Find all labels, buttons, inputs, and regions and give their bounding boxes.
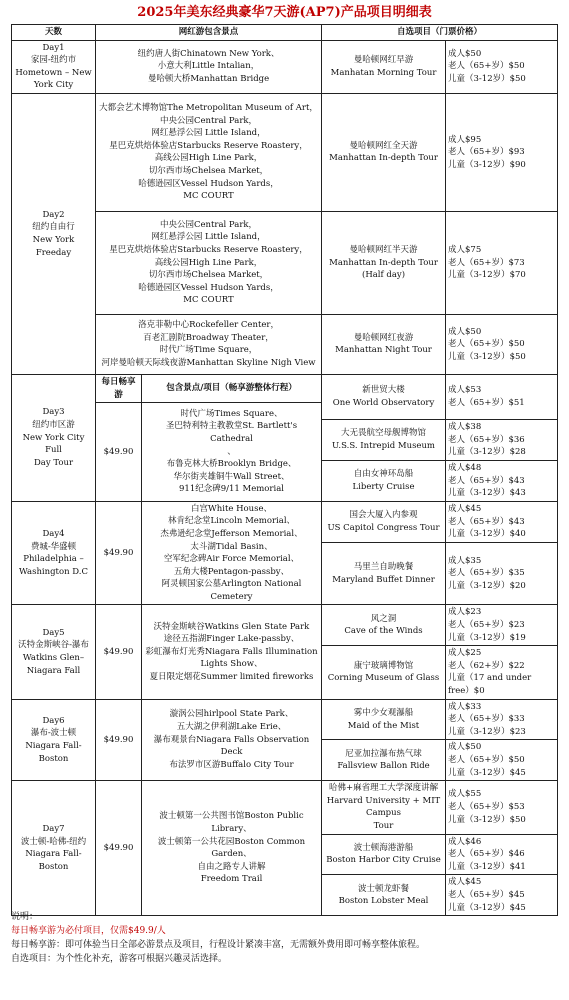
header-attractions: 网红游包含景点 <box>96 25 322 41</box>
price-cell: 成人$53 老人（65+岁）$51 <box>446 374 558 419</box>
price-cell: 成人$95 老人（65+岁）$93 儿童（3-12岁）$90 <box>446 93 558 211</box>
optional-item: 曼哈顿网红全天游 Manhattan In-depth Tour <box>322 93 446 211</box>
optional-item: 曼哈顿网红早游 Manhatan Morning Tour <box>322 40 446 93</box>
daily-fee: $49.90 <box>96 699 142 781</box>
attractions-cell: 白宫White House、 林肯纪念堂Lincoln Memorial、 杰弗逊纪念堂Jefferson Memorial、 太斗湖Tidal Basin、 空军纪念碑Air Force Memorial、 五角大楼Pentagon-passby、 阿灵顿国家公墓Arlington National Cemetery <box>142 501 322 605</box>
daily-fee: $49.90 <box>96 403 142 502</box>
table-row <box>12 699 558 740</box>
table-row <box>12 40 558 93</box>
table-row <box>12 501 558 542</box>
price-cell: 成人$23 老人（65+岁）$23 儿童（3-12岁）$19 <box>446 605 558 646</box>
day-cell: Day4 费城-华盛顿 Philadelphia – Washington D.C <box>12 501 96 605</box>
price-cell: 成人$50 老人（65+岁）$50 儿童（3-12岁）$50 <box>446 40 558 93</box>
optional-item: 大无畏航空母舰博物馆 U.S.S. Intrepid Museum <box>322 420 446 461</box>
price-cell: 成人$75 老人（65+岁）$73 儿童（3-12岁）$70 <box>446 211 558 314</box>
optional-item: 康宁玻璃博物馆 Corning Museum of Glass <box>322 646 446 699</box>
table-row <box>12 374 558 402</box>
price-cell: 成人$50 老人（65+岁）$50 儿童（3-12岁）$45 <box>446 740 558 781</box>
price-cell: 成人$45 老人（65+岁）$45 儿童（3-12岁）$45 <box>446 875 558 916</box>
attractions-cell: 波士顿第一公共图书馆Boston Public Library、 波士顿第一公共花园Boston Common Garden、 自由之路专人讲解 Freedom Trail <box>142 781 322 916</box>
price-cell: 成人$33 老人（65+岁）$33 儿童（3-12岁）$23 <box>446 699 558 740</box>
table-row <box>12 781 558 834</box>
daily-fee: $49.90 <box>96 605 142 699</box>
attractions-cell: 纽约唐人街Chinatown New York、 小意大利Little Intalian， 曼哈顿大桥Manhattan Bridge <box>96 40 322 93</box>
attractions-cell: 大都会艺术博物馆The Metropolitan Museum of Art， 中央公园Central Park， 网红悬浮公园 Little Island， 星巴克烘焙体验店Starbucks Reserve Roastery， 高线公园High Line Park， 切尔西市场Chelsea Market， 哈德逊园区Vessel Hudson Yards， MC COURT <box>96 93 322 211</box>
header-day: 天数 <box>12 25 96 41</box>
optional-item: 雾中少女观瀑船 Maid of the Mist <box>322 699 446 740</box>
notes-label: 说明： <box>11 912 39 922</box>
day-cell: Day7 波士顿-哈佛-纽约 Niagara Fall-Boston <box>12 781 96 916</box>
note-daily-tour: 每日畅享游：即可体验当日全部必游景点及项目，行程设计紧凑丰富，无需额外费用即可畅享整体旅程。 <box>11 940 426 950</box>
table-row <box>12 93 558 211</box>
price-cell: 成人$38 老人（65+岁）$36 儿童（3-12岁）$28 <box>446 420 558 461</box>
price-cell: 成人$55 老人（65+岁）$53 儿童（3-12岁）$50 <box>446 781 558 834</box>
optional-item: 国会大厦入内参观 US Capitol Congress Tour <box>322 501 446 542</box>
attractions-cell: 洛克菲勒中心Rockefeller Center， 百老汇剧院Broadway Theater， 时代广场Time Square， 河岸曼哈顿天际线夜游Manhattan Skyline Nigh View <box>96 314 322 374</box>
price-cell: 成人$45 老人（65+岁）$43 儿童（3-12岁）$40 <box>446 501 558 542</box>
optional-item: 哈佛+麻省理工大学深度讲解 Harvard University + MIT Campus Tour <box>322 781 446 834</box>
day-cell: Day3 纽约市区游 New York City Full Day Tour <box>12 374 96 501</box>
attractions-cell: 时代广场Times Square、 圣巴特利特主教教堂St. Bartlett's Cathedral 、 布鲁克林大桥Brooklyn Bridge、 华尔街夹雄铜牛Wall Street、 911纪念碑9/11 Memorial <box>142 403 322 502</box>
notes-section <box>11 910 557 966</box>
price-cell: 成人$35 老人（65+岁）$35 儿童（3-12岁）$20 <box>446 542 558 605</box>
attractions-cell: 漩涡公园hirlpool State Park、 五大湖之伊利湖Lake Erie、 瀑布观景台Niagara Falls Observation Deck 布法罗市区游Buffalo City Tour <box>142 699 322 781</box>
optional-item: 曼哈顿网红夜游 Manhattan Night Tour <box>322 314 446 374</box>
price-cell: 成人$48 老人（65+岁）$43 儿童（3-12岁）$43 <box>446 460 558 501</box>
day-cell: Day6 瀑布-波士顿 Niagara Fall-Boston <box>12 699 96 781</box>
optional-item: 波士顿海港游船 Boston Harbor City Cruise <box>322 834 446 875</box>
table-row <box>12 605 558 646</box>
optional-item: 曼哈顿网红半天游 Manhattan In-depth Tour (Half day) <box>322 211 446 314</box>
attractions-cell: 沃特金斯峡谷Watkins Glen State Park 途径五指湖Finger Lake-passby、 彩虹瀑布灯光秀Niagara Falls Illumination Lights Show、 夏日限定烟花Summer limited fireworks <box>142 605 322 699</box>
attractions-cell: 中央公园Central Park， 网红悬浮公园 Little Island， 星巴克烘焙体验店Starbucks Reserve Roastery， 高线公园High Line Park， 切尔西市场Chelsea Market， 哈德逊园区Vessel Hudson Yards， MC COURT <box>96 211 322 314</box>
page-title: 2025年美东经典豪华7天游(AP7)产品项目明细表 <box>137 5 432 20</box>
price-cell: 成人$46 老人（65+岁）$46 儿童（3-12岁）$41 <box>446 834 558 875</box>
header-optional: 自选项目（门票价格） <box>322 25 558 41</box>
daily-fee: $49.90 <box>96 501 142 605</box>
note-optional: 自选项目：为个性化补充，游客可根据兴趣灵活选择。 <box>11 954 228 964</box>
optional-item: 尼亚加拉瀑布热气球 Fallsview Ballon Ride <box>322 740 446 781</box>
day-cell: Day2 纽约自由行 New York Freeday <box>12 93 96 374</box>
optional-item: 自由女神环岛船 Liberty Cruise <box>322 460 446 501</box>
day-cell: Day1 家园-纽约市 Hometown – New York City <box>12 40 96 93</box>
table-header-row <box>12 25 558 41</box>
price-cell: 成人$50 老人（65+岁）$50 儿童（3-12岁）$50 <box>446 314 558 374</box>
subheader-daily-fee: 每日畅享游 <box>96 374 142 402</box>
itinerary-table <box>11 24 558 916</box>
optional-item: 波士顿龙虾餐 Boston Lobster Meal <box>322 875 446 916</box>
daily-fee: $49.90 <box>96 781 142 916</box>
day-cell: Day5 沃特金斯峡谷-瀑布 Watkins Glen– Niagara Fall <box>12 605 96 699</box>
price-cell: 成人$25 老人（62+岁）$22 儿童（17 and under free）$0 <box>446 646 558 699</box>
optional-item: 新世贸大楼 One World Observatory <box>322 374 446 419</box>
optional-item: 马里兰自助晚餐 Maryland Buffet Dinner <box>322 542 446 605</box>
subheader-included: 包含景点/项目（畅享游整体行程） <box>142 374 322 402</box>
note-required-fee: 每日畅享游为必付项目，仅需$49.9/人 <box>11 926 166 936</box>
optional-item: 风之洞 Cave of the Winds <box>322 605 446 646</box>
